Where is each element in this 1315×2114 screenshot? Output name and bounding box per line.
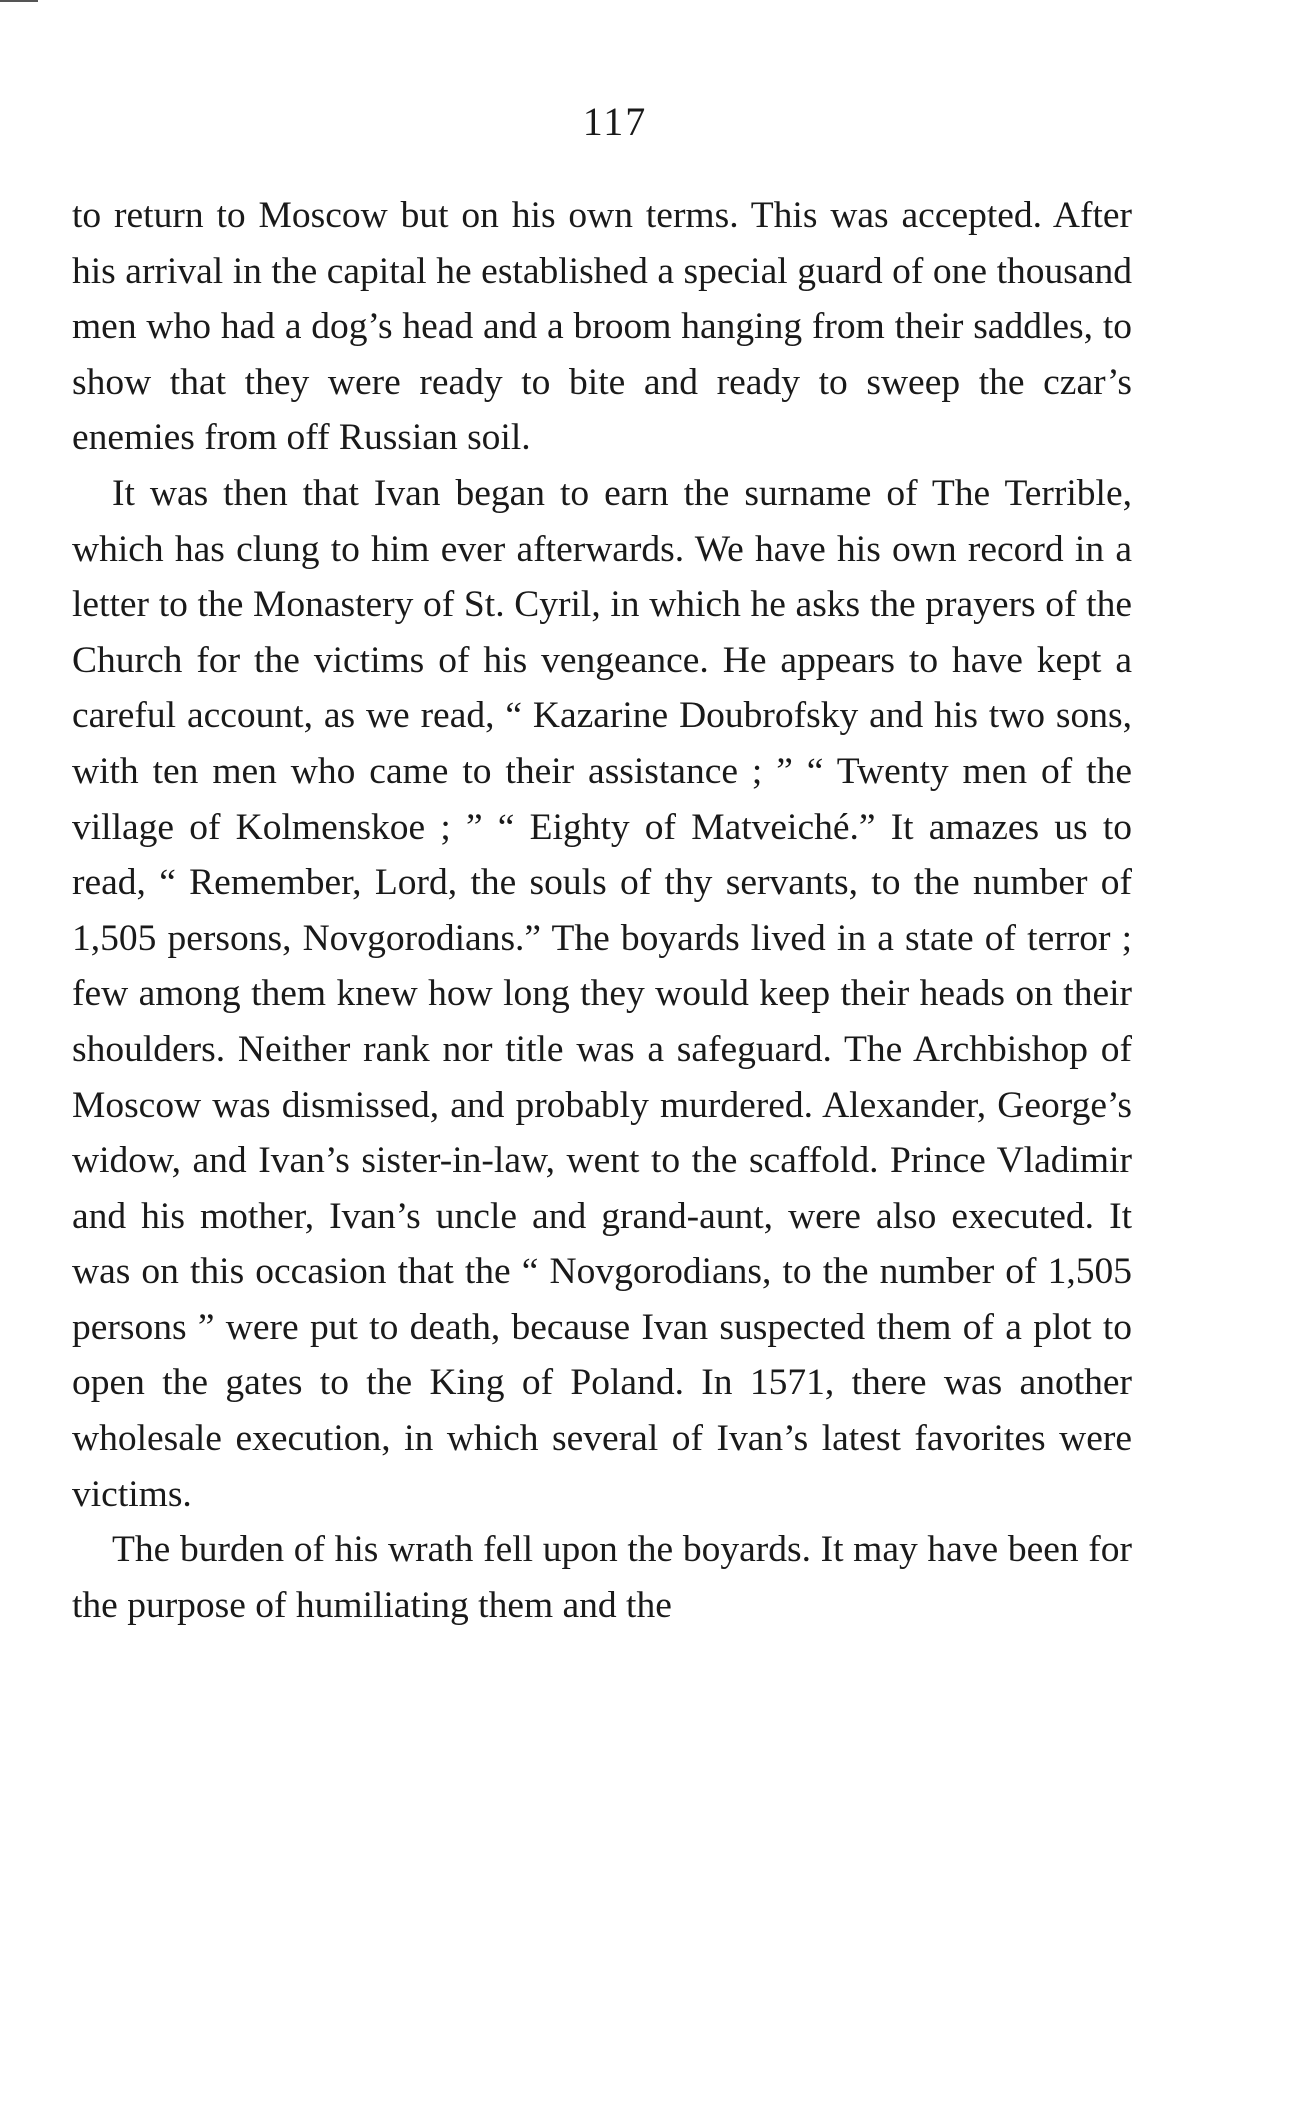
body-text xyxy=(72,188,1132,1633)
paragraph-boyards: The burden of his wrath fell upon the boyards. It may have been for the purpose of humiliating them and the xyxy=(72,1529,1132,1626)
page-number: 117 xyxy=(582,99,648,144)
paragraph-ivan-the-terrible: It was then that Ivan began to earn the surname of The Terrible, which has clung to him ever afterwards. We have his own record in a letter to the Monastery of St. Cyril, in which he asks the prayers of the Church for the victims of his vengeance. He appears to have kept a careful account, as we read, “ Kazarine Doubrofsky and his two sons, with ten men who came to their assistance ; ” “ Twenty men of the village of Kolmenskoe ; ” “ Eighty of Matveiché.” It amazes us to read, “ Remember, Lord, the souls of thy servants, to the number of 1,505 persons, Novgorodians.” The boyards lived in a state of terror ; few among them knew how long they would keep their heads on their shoulders. Neither rank nor title was a safeguard. The Archbishop of Moscow was dismissed, and probably murdered. Alexander, George’s widow, and Ivan’s sister-in-law, went to the scaffold. Prince Vladimir and his mother, Ivan’s uncle and grand-aunt, were also executed. It was on this occasion that the “ Novgorodians, to the number of 1,505 persons ” were put to death, because Ivan suspected them of a plot to open the gates to the King of Poland. In 1571, there was another wholesale execution, in which several of Ivan’s latest favorites were victims. xyxy=(72,472,1132,1515)
page-edge-mark xyxy=(0,0,38,2)
paragraph-continuation: to return to Moscow but on his own terms. This was accepted. After his arrival in the capital he established a special guard of one thousand men who had a dog’s head and a broom hanging from their saddles, to show that they were ready to bite and ready to sweep the czar’s enemies from off Russian soil. xyxy=(72,195,1132,459)
